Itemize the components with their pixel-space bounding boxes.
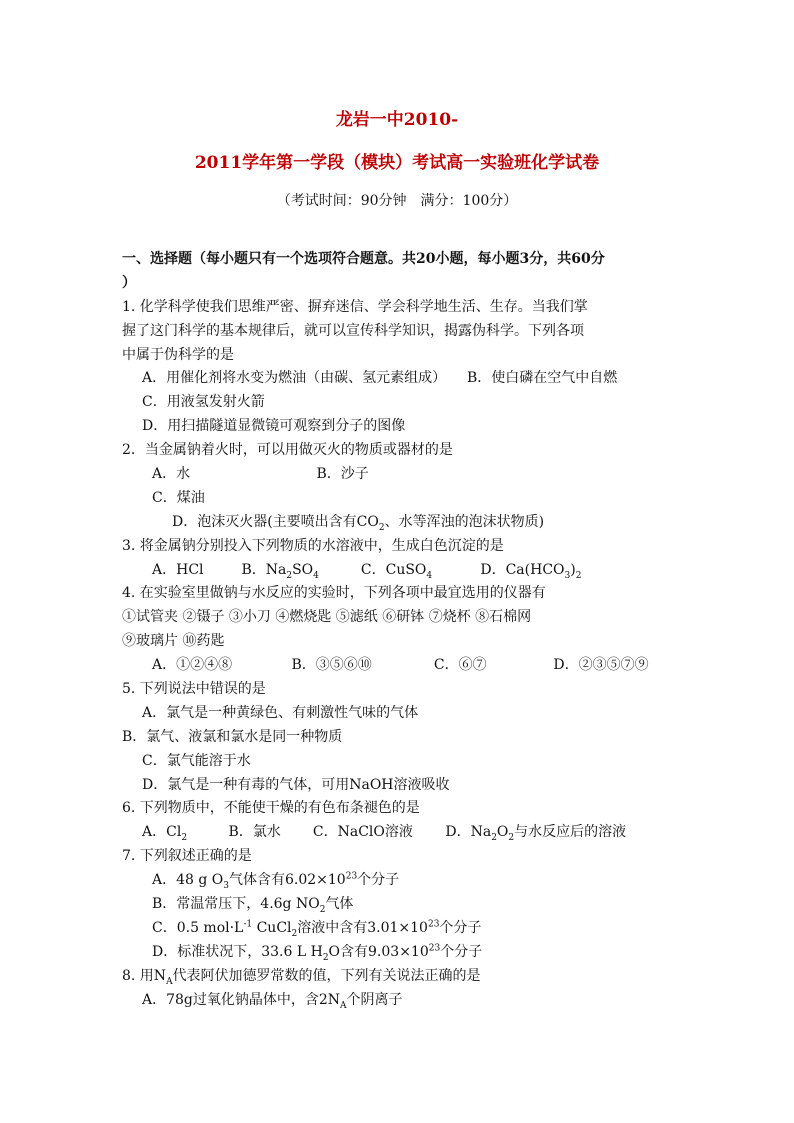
q4-option-b: B．③⑤⑥⑩ [291, 657, 372, 674]
q7-option-d: D．标准状况下，33.6 L $H_2O$含有$9.03\times 10^{23}$个分子 [152, 943, 483, 963]
q6-options [122, 821, 682, 845]
q4-option-d: D．②③⑤⑦⑨ [553, 657, 649, 674]
q1-stem-line-1: 1. 化学科学使我们思维严密、摒弃迷信、学会科学地生活、生存。当我们掌 [122, 298, 588, 315]
q1-option-a: A．用催化剂将水变为燃油（由碳、氢元素组成） [142, 370, 447, 387]
q5-option-d: D．氯气是一种有毒的气体，可用NaOH溶液吸收 [142, 776, 450, 793]
q2-option-d-sub: 2 [378, 522, 385, 533]
q2-option-c: C．煤油 [152, 489, 205, 506]
q2-stem: 2．当金属钠着火时，可以用做灭火的物质或器材的是 [122, 442, 453, 459]
q5-stem: 5. 下列说法中错误的是 [122, 681, 266, 698]
q2-option-d-post: 、水等浑浊的泡沫状物质) [384, 513, 545, 530]
q6-option-a: A．$Cl_2$ [142, 824, 188, 844]
q4-option-c: C．⑥⑦ [433, 657, 487, 674]
q4-stem: 4. 在实验室里做钠与水反应的实验时，下列各项中最宜选用的仪器有 [122, 585, 546, 602]
q3-option-d: D．$Ca(HCO_3)_2$ [480, 561, 582, 581]
q1-option-d: D．用扫描隧道显微镜可观察到分子的图像 [142, 418, 406, 435]
q3-option-a: A．HCl [152, 561, 204, 578]
exam-subtitle: （考试时间：90分钟 满分：100分） [276, 193, 518, 209]
q1-stem-line-2: 握了这门科学的基本规律后，就可以宣传科学知识，揭露伪科学。下列各项 [122, 322, 584, 339]
q3-option-b: B．$Na_2SO_4$ [241, 561, 319, 581]
section-heading-end: ） [122, 274, 136, 291]
q8-option-a: A．78g过氧化钠晶体中，含$2N_A$个阴离子 [142, 991, 403, 1011]
q7-option-c: C．0.5 $mol\cdot L^{-1}$ CuCl$_2$溶液中含有$3.01\times 10^{23}$个分子 [152, 919, 482, 939]
q7-option-b: B．常温常压下，4.6g $NO_2$气体 [152, 896, 354, 915]
q4-options [122, 654, 682, 678]
q2-option-b: B．沙子 [316, 466, 369, 483]
q1-options-ab [122, 367, 682, 391]
q5-option-a: A．氯气是一种黄绿色、有刺激性气味的气体 [142, 704, 419, 721]
exam-title-line-1: 龙岩一中2010- [335, 110, 459, 130]
q5-option-b: B．氯气、液氯和氯水是同一种物质 [122, 728, 343, 745]
q1-option-c: C．用液氢发射火箭 [142, 394, 265, 411]
q6-option-d: D．$Na_2O_2$与水反应后的溶液 [445, 824, 627, 844]
q1-option-b: B．使白磷在空气中自燃 [467, 370, 618, 387]
q5-option-c: C．氯气能溶于水 [142, 752, 251, 769]
section-heading: 一、选择题（每小题只有一个选项符合题意。共20小题，每小题3分，共60分 [122, 251, 605, 267]
q3-option-c: C．CuSO$_4$ [360, 561, 433, 581]
q3-options [122, 559, 682, 583]
q2-option-d [122, 511, 682, 535]
q2-option-d-pre: D．泡沫灭火器(主要喷出含有CO [172, 513, 379, 530]
q7-stem: 7. 下列叙述正确的是 [122, 848, 252, 865]
q4-instrument-list-2: ⑨玻璃片 ⑩药匙 [122, 633, 225, 650]
q4-instrument-list-1: ①试管夹 ②镊子 ③小刀 ④燃烧匙 ⑤滤纸 ⑥研钵 ⑦烧杯 ⑧石棉网 [122, 609, 532, 626]
q2-option-a: A．水 [152, 466, 191, 483]
q6-option-c: C．NaClO溶液 [312, 824, 413, 841]
q6-stem: 6. 下列物质中，不能使干燥的有色布条褪色的是 [122, 800, 420, 817]
q6-option-b: B．氯水 [228, 824, 281, 841]
q7-option-a: A．48 g $O_3$气体含有$6.02\times 10^{23}$个分子 [152, 871, 400, 891]
q3-stem: 3. 将金属钠分别投入下列物质的水溶液中，生成白色沉淀的是 [122, 537, 504, 554]
q4-option-a: A．①②④⑧ [152, 657, 233, 674]
exam-content [122, 248, 682, 1013]
q8-stem: 8. 用$N_A$代表阿伏加德罗常数的值，下列有关说法正确的是 [122, 967, 481, 987]
q2-options-ab [122, 463, 682, 487]
q1-stem-line-3: 中属于伪科学的是 [122, 346, 234, 363]
exam-title-line-2: 2011学年第一学段（模块）考试高一实验班化学试卷 [194, 153, 600, 173]
